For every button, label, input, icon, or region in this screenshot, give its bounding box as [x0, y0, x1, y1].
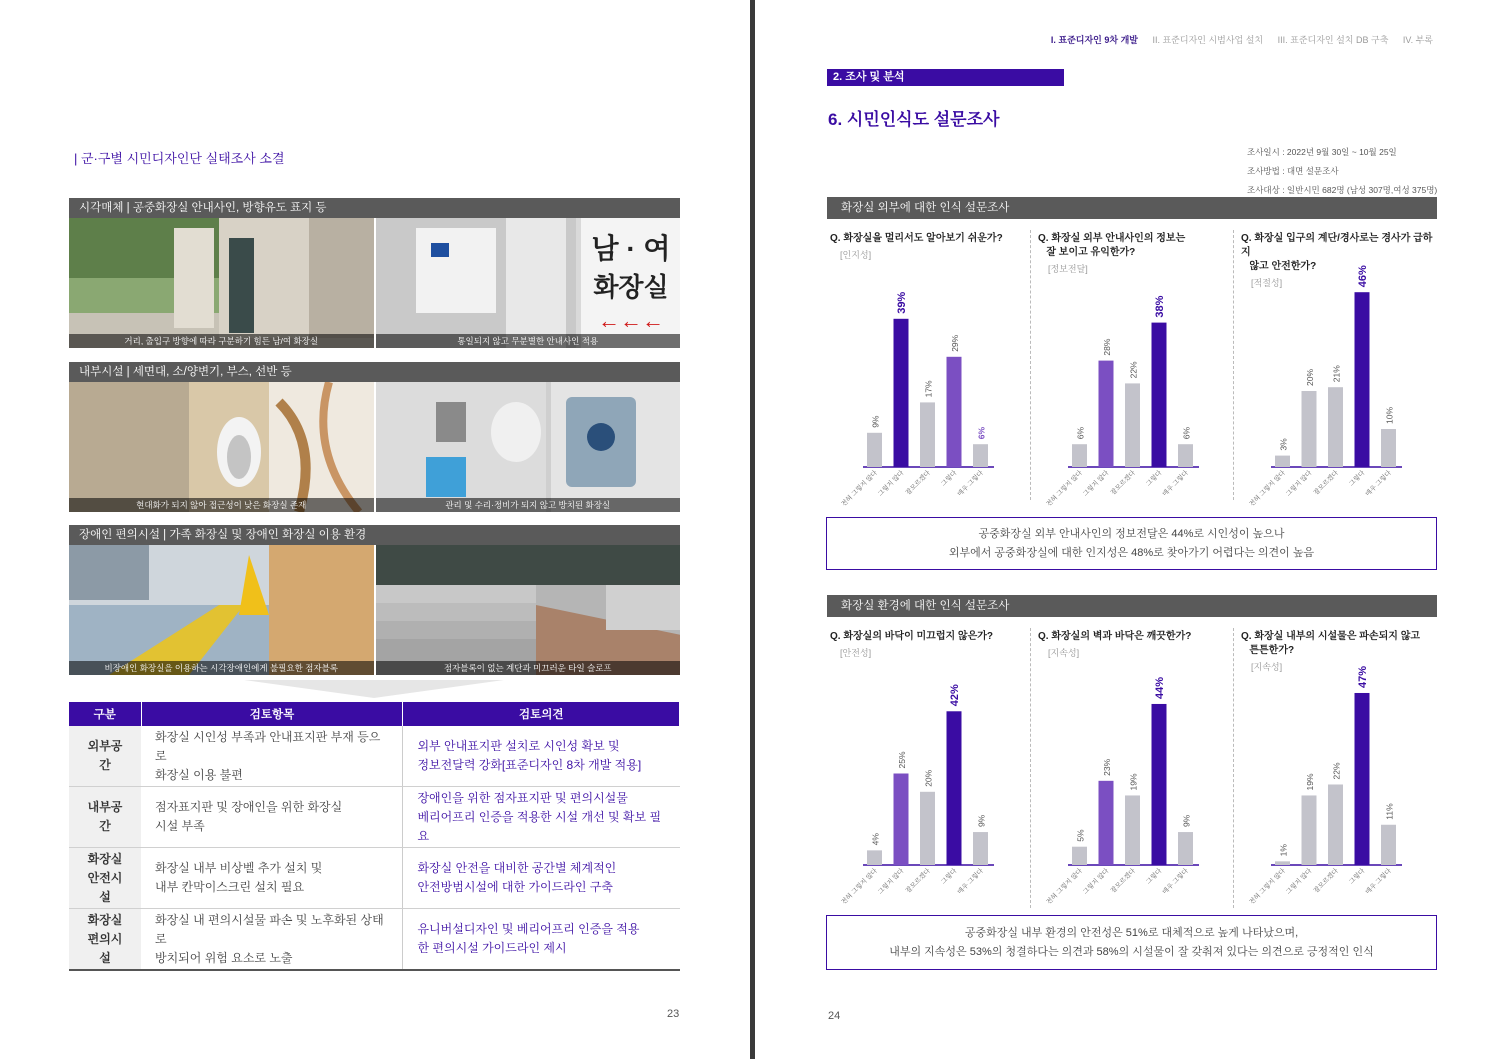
page-number-left: 23: [667, 1008, 680, 1020]
chart-bar: [1178, 444, 1193, 467]
chart-tag: [정보전달]: [1048, 264, 1088, 274]
bar-value-label: 19%: [1128, 773, 1139, 791]
category-label: 잘모르겠다: [1312, 867, 1340, 895]
squat-toilet-illustration: [69, 382, 374, 512]
block-header: 시각매체 | 공중화장실 안내사인, 방향유도 표지 등: [69, 198, 680, 218]
bar-value-label: 11%: [1384, 803, 1395, 820]
chart-bar: [867, 433, 882, 467]
category-label: 그렇지 않다: [876, 469, 906, 498]
chart-bar: [973, 444, 988, 467]
stairs-slope-illustration: [376, 545, 681, 675]
bar-value-label: 10%: [1384, 406, 1395, 424]
category-label: 잘모르겠다: [1312, 469, 1340, 497]
chart-bar: [1178, 832, 1193, 865]
bar-value-label: 23%: [1102, 758, 1112, 776]
sign-text-restroom: 화장실: [592, 272, 669, 302]
category-label: 그렇다: [1348, 867, 1367, 886]
summary-box-environment: [826, 915, 1437, 970]
row-category: 외부공간: [69, 726, 141, 787]
chart-question: Q. 화장실 내부의 시설물은 파손되지 않고 튼튼한가?: [1241, 631, 1421, 656]
chart-bar: [1355, 292, 1370, 467]
photo-caption: 거리, 출입구 방향에 따라 구분하기 힘든 남/여 화장실: [69, 334, 374, 348]
restroom-sign-illustration: [376, 218, 681, 348]
row-category: 화장실 편의시설: [69, 909, 141, 971]
table-header: 검토의견: [403, 702, 680, 726]
table-row: [69, 848, 680, 909]
bar-value-label: 19%: [1305, 773, 1315, 791]
photo-stairs-slope: [376, 545, 681, 675]
neglected-restroom-illustration: [376, 382, 681, 512]
survey-meta: [1247, 143, 1437, 200]
category-label: 잘모르겠다: [1109, 867, 1137, 895]
chart-question: Q. 화장실 외부 안내사인의 정보는 잘 보이고 유익한가?: [1038, 233, 1186, 258]
category-label: 매우 그렇다: [956, 867, 985, 896]
bar-value-label: 29%: [950, 334, 960, 352]
bar-value-label: 20%: [1305, 368, 1315, 386]
chart-bar: [920, 792, 935, 865]
environment-charts: [827, 660, 1437, 915]
row-item: 화장실 내부 비상벨 추가 설치 및 내부 칸막이스크린 설치 필요: [141, 848, 403, 909]
table-header: 검토항목: [141, 702, 403, 726]
chart-question: Q. 화장실을 멀리서도 알아보기 쉬운가?: [830, 233, 1003, 244]
page-number-right: 24: [828, 1010, 841, 1022]
category-label: 전혀 그렇지 않다: [1045, 469, 1084, 509]
category-label: 잘모르겠다: [1109, 469, 1137, 497]
table-row: [69, 787, 680, 848]
bar-value-label: 21%: [1331, 365, 1342, 383]
row-item: 화장실 내 편의시설물 파손 및 노후화된 상태로 방치되어 위험 요소로 노출: [141, 909, 403, 971]
table-row: [69, 726, 680, 787]
visual-media-block: [69, 198, 680, 348]
category-label: 그렇다: [940, 469, 959, 488]
sign-text-arrows: ←←←: [597, 308, 664, 333]
bar-value-label: 17%: [923, 380, 934, 398]
chart-bar: [1381, 429, 1396, 467]
photo-caption: 통일되지 않고 무분별한 안내사인 적용: [376, 334, 681, 348]
category-label: 잘모르겠다: [904, 867, 932, 895]
chart-tag: [적절성]: [1251, 278, 1283, 288]
summary-line: 외부에서 공중화장실에 대한 인지성은 48%로 찾아가기 어렵다는 의견이 높음: [948, 547, 1315, 559]
row-category: 내부공간: [69, 787, 141, 848]
chart-bar: [1152, 704, 1167, 865]
chart-bar: [1125, 795, 1140, 865]
chart-bar: [1072, 847, 1087, 865]
photo-caption: 비장애인 화장실을 이용하는 시각장애인에게 불필요한 점자블록: [69, 661, 374, 675]
photo-squat-toilet: [69, 382, 376, 512]
summary-box-exterior: [826, 517, 1437, 570]
bar-value-label: 6%: [1075, 426, 1086, 440]
photo-restroom-exterior: [69, 218, 376, 348]
bar-value-label: 44%: [1154, 676, 1166, 699]
category-label: 매우 그렇다: [1364, 867, 1393, 896]
summary-line: 공중화장실 내부 환경의 안전성은 51%로 대체적으로 높게 나타났으며,: [964, 927, 1299, 939]
nav-item-4[interactable]: IV. 부록: [1402, 35, 1433, 45]
down-arrow-indicator: [244, 680, 504, 698]
category-label: 그렇지 않다: [1081, 867, 1111, 896]
chart-bar: [1072, 444, 1087, 467]
summary-line: 공중화장실 외부 안내사인의 정보전달은 44%로 시인성이 높으나: [978, 528, 1285, 540]
chart-bar: [973, 832, 988, 865]
bar-value-label: 28%: [1102, 338, 1112, 356]
chart-column-5: [1036, 630, 1236, 659]
block-header: 내부시설 | 세면대, 소/양변기, 부스, 선반 등: [69, 362, 680, 382]
restroom-exterior-illustration: [69, 218, 374, 348]
section-title: | 군·구별 시민디자인단 실태조사 소결: [74, 151, 285, 166]
chart-bar: [894, 319, 909, 467]
review-table: [69, 702, 680, 971]
category-label: 매우 그렇다: [1161, 867, 1190, 896]
chart-bar: [867, 850, 882, 865]
bar-value-label: 25%: [897, 751, 907, 769]
section-header-exterior: 화장실 외부에 대한 인식 설문조사: [827, 197, 1437, 219]
photo-caption: 현대화가 되지 않아 접근성이 낮은 화장실 존재: [69, 498, 374, 512]
meta-date: 조사일시 : 2022년 9월 30일 ~ 10월 25일: [1247, 147, 1397, 157]
chart-question: Q. 화장실의 벽과 바닥은 깨끗한가?: [1038, 631, 1192, 642]
chart-bar: [1099, 781, 1114, 865]
category-label: 그렇지 않다: [1081, 469, 1111, 498]
row-opinion: 장애인을 위한 점자표지판 및 편의시설물 베리어프리 인증을 적용한 시설 개선 및 확보 필요: [403, 787, 680, 848]
category-label: 전혀 그렇지 않다: [1248, 867, 1287, 907]
nav-item-1[interactable]: I. 표준디자인 9차 개발: [1050, 35, 1138, 45]
bar-value-label: 5%: [1075, 829, 1086, 842]
nav-item-3[interactable]: III. 표준디자인 설치 DB 구축: [1277, 35, 1389, 45]
chart-bar: [947, 711, 962, 865]
category-label: 매우 그렇다: [956, 469, 985, 498]
photo-restroom-sign: [376, 218, 681, 348]
chart-question: Q. 화장실의 바닥이 미끄럽지 않은가?: [830, 631, 994, 642]
chart-tag: [지속성]: [1048, 648, 1080, 658]
tactile-block-illustration: [69, 545, 374, 675]
category-label: 매우 그렇다: [1161, 469, 1190, 498]
category-label: 전혀 그렇지 않다: [1248, 469, 1287, 509]
exterior-charts: [827, 260, 1437, 515]
chart-bar: [1125, 383, 1140, 467]
section-header-environment: 화장실 환경에 대한 인식 설문조사: [827, 595, 1437, 617]
bar-value-label: 38%: [1154, 295, 1166, 318]
chart-column-4: [828, 630, 1028, 659]
category-label: 전혀 그렇지 않다: [840, 867, 879, 907]
chart-bar: [1152, 323, 1167, 467]
category-label: 그렇지 않다: [876, 867, 906, 896]
block-header: 장애인 편의시설 | 가족 화장실 및 장애인 화장실 이용 환경: [69, 525, 680, 545]
chapter-nav: [1039, 33, 1433, 46]
chart-bar: [1275, 861, 1290, 865]
chart-bar: [1381, 825, 1396, 865]
bar-value-label: 22%: [1128, 361, 1139, 379]
summary-line: 내부의 지속성은 53%의 청결하다는 의견과 58%의 시설물이 잘 갖춰져 있다는 의견으로 긍정적인 인식: [889, 946, 1374, 958]
row-opinion: 유니버설디자인 및 베리어프리 인증을 적용 한 편의시설 가이드라인 제시: [403, 909, 680, 971]
bar-value-label: 1%: [1278, 844, 1289, 857]
page-title: 6. 시민인식도 설문조사: [828, 110, 1000, 129]
category-label: 그렇다: [940, 867, 959, 886]
chart-question: Q. 화장실 입구의 계단/경사로는 경사가 급하지 않고 안전한가?: [1241, 233, 1433, 272]
row-category: 화장실 안전시설: [69, 848, 141, 909]
category-label: 그렇다: [1145, 867, 1164, 886]
chart-bar: [894, 774, 909, 866]
row-opinion: 외부 안내표지판 설치로 시인성 확보 및 정보전달력 강화[표준디자인 8차 개발 적용]: [403, 726, 680, 787]
chart-bar: [1099, 361, 1114, 467]
category-label: 잘모르겠다: [904, 469, 932, 497]
bar-value-label: 42%: [949, 684, 961, 707]
row-opinion: 화장실 안전을 대비한 공간별 체계적인 안전방범시설에 대한 가이드라인 구축: [403, 848, 680, 909]
photo-tactile-block: [69, 545, 376, 675]
bar-value-label: 6%: [976, 426, 987, 440]
bar-value-label: 20%: [923, 769, 934, 787]
chart-bar: [1328, 387, 1343, 467]
chart-bar: [1355, 693, 1370, 865]
chart-tag: [인지성]: [840, 250, 872, 260]
bar-value-label: 22%: [1331, 762, 1342, 780]
meta-target: 조사대상 : 일반시민 682명 (남성 307명,여성 375명): [1247, 185, 1438, 195]
nav-item-2[interactable]: II. 표준디자인 시범사업 설치: [1152, 35, 1264, 45]
chart-column-1: [828, 232, 1028, 261]
photo-caption: 점자블록이 없는 계단과 미끄러운 타일 슬로프: [376, 661, 681, 675]
category-label: 매우 그렇다: [1364, 469, 1393, 498]
chart-bar: [1328, 784, 1343, 865]
category-label: 그렇지 않다: [1284, 867, 1314, 896]
chart-tag: [안전성]: [840, 648, 872, 658]
category-label: 그렇지 않다: [1284, 469, 1314, 498]
table-row: [69, 909, 680, 971]
row-item: 화장실 시인성 부족과 안내표지판 부재 등으로 화장실 이용 불편: [141, 726, 403, 787]
category-label: 전혀 그렇지 않다: [840, 469, 879, 509]
chart-bar: [1302, 391, 1317, 467]
bar-value-label: 39%: [896, 291, 908, 314]
chapter-tag: 2. 조사 및 분석: [827, 69, 1064, 86]
table-header: 구분: [69, 702, 141, 726]
category-label: 그렇다: [1145, 469, 1164, 488]
chart-bar: [1275, 456, 1290, 467]
chart-tag: [지속성]: [1251, 662, 1283, 672]
sign-text-gender: 남 · 여: [591, 233, 670, 264]
category-label: 전혀 그렇지 않다: [1045, 867, 1084, 907]
bar-value-label: 9%: [870, 415, 881, 428]
bar-value-label: 47%: [1357, 665, 1369, 688]
category-label: 그렇다: [1348, 469, 1367, 488]
bar-value-label: 46%: [1357, 265, 1369, 288]
bar-value-label: 9%: [1181, 814, 1192, 828]
accessibility-block: [69, 525, 680, 675]
row-item: 점자표지판 및 장애인을 위한 화장실 시설 부족: [141, 787, 403, 848]
bar-value-label: 6%: [1181, 426, 1192, 440]
photo-caption: 관리 및 수리·정비가 되지 않고 방치된 화장실: [376, 498, 681, 512]
chart-bar: [947, 357, 962, 467]
bar-value-label: 4%: [870, 833, 881, 846]
interior-facility-block: [69, 362, 680, 512]
bar-value-label: 9%: [976, 814, 987, 828]
chart-bar: [1302, 795, 1317, 865]
photo-neglected-restroom: [376, 382, 681, 512]
chart-bar: [920, 402, 935, 467]
meta-method: 조사방법 : 대면 설문조사: [1247, 166, 1339, 176]
bar-value-label: 3%: [1278, 438, 1289, 451]
